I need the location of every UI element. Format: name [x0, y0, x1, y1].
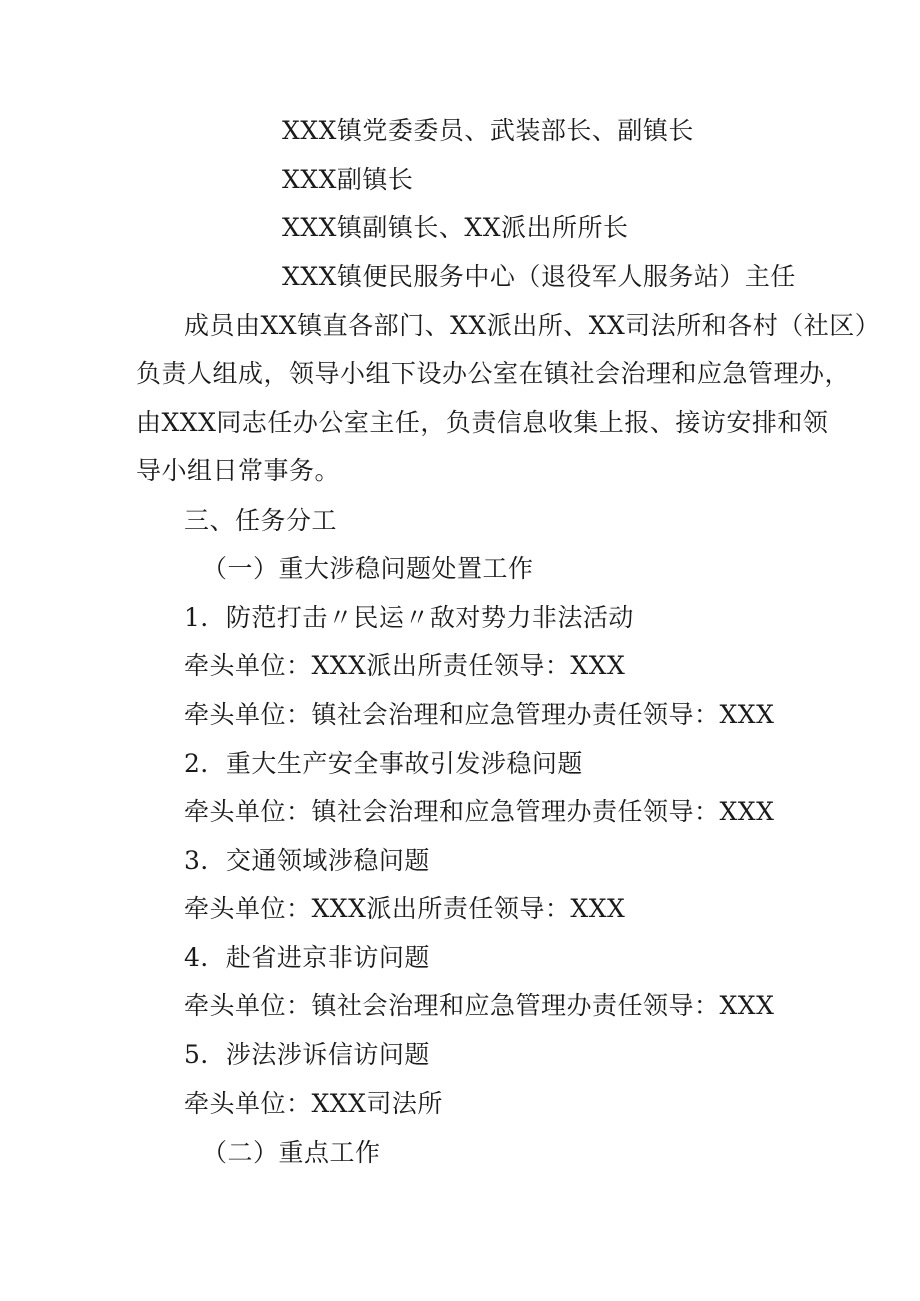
task-title: 3．交通领域涉稳问题 [184, 846, 430, 875]
paragraph-line: 成员由XX镇直各部门、XX派出所、XX司法所和各村（社区） [184, 311, 881, 340]
task-title: 5．涉法涉诉信访问题 [184, 1040, 430, 1069]
section-heading: 三、任务分工 [184, 506, 338, 535]
task-lead: 牵头单位：XXX派出所责任领导：XXX [184, 894, 626, 923]
task-lead: 牵头单位：XXX司法所 [184, 1089, 443, 1118]
leader-line: XXX副镇长 [282, 165, 414, 194]
task-title: 2．重大生产安全事故引发涉稳问题 [184, 749, 583, 778]
task-lead: 牵头单位：XXX派出所责任领导：XXX [184, 651, 626, 680]
task-lead: 牵头单位：镇社会治理和应急管理办责任领导：XXX [184, 797, 775, 826]
leader-line: XXX镇党委委员、武装部长、副镇长 [282, 116, 694, 145]
task-lead: 牵头单位：镇社会治理和应急管理办责任领导：XXX [184, 991, 775, 1020]
paragraph-line: 由XXX同志任办公室主任，负责信息收集上报、接访安排和领 [136, 408, 829, 437]
leader-line: XXX镇副镇长、XX派出所所长 [282, 213, 629, 242]
task-title: 1．防范打击〃民运〃敌对势力非法活动 [184, 603, 634, 632]
task-lead: 牵头单位：镇社会治理和应急管理办责任领导：XXX [184, 700, 775, 729]
leader-line: XXX镇便民服务中心（退役军人服务站）主任 [282, 262, 796, 291]
subsection-heading: （一）重大涉稳问题处置工作 [202, 554, 534, 583]
subsection-heading: （二）重点工作 [202, 1138, 381, 1167]
paragraph-line: 导小组日常事务。 [136, 456, 341, 485]
task-title: 4．赴省进京非访问题 [184, 943, 430, 972]
paragraph-line: 负责人组成，领导小组下设办公室在镇社会治理和应急管理办， [136, 359, 851, 388]
